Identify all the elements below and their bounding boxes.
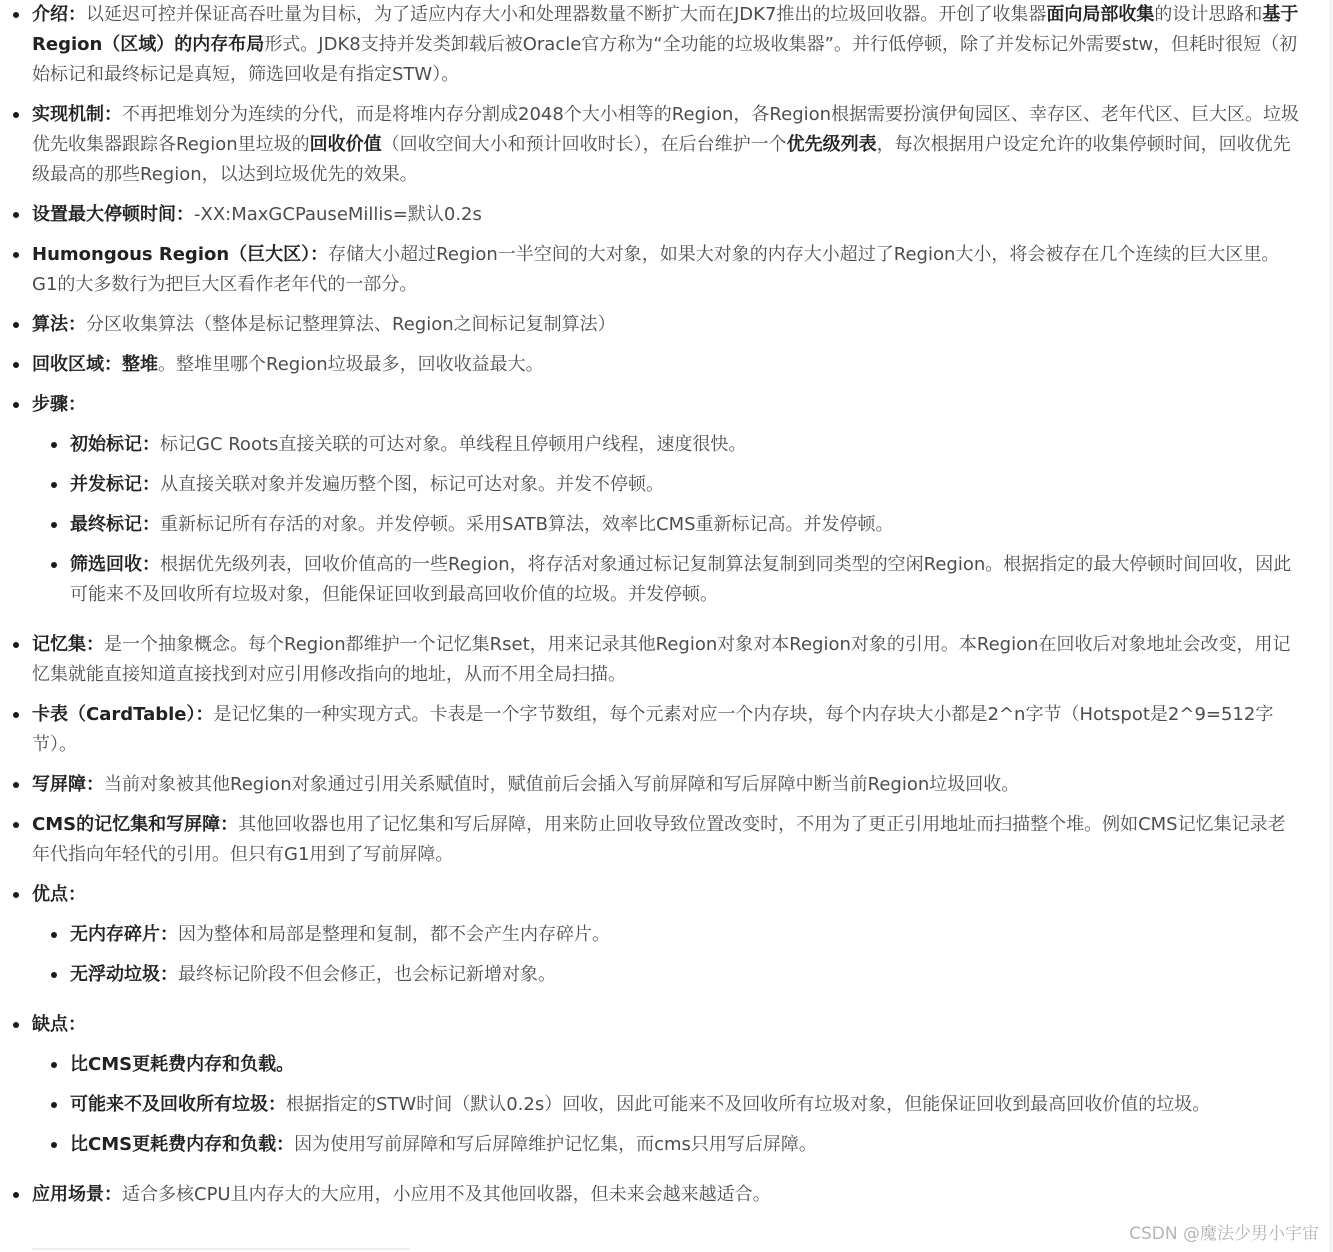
list-item-write-barrier: [0, 770, 1300, 800]
item-text: （回收空间大小和预计回收时长），在后台维护一个: [381, 134, 787, 155]
item-text: 以延迟可控并保证高吞吐量为目标，为了适应内存大小和处理器数量不断扩大而在JDK7推出的垃圾回收器。开创了收集器: [86, 4, 1047, 25]
item-label: 回收区域：: [32, 354, 122, 375]
list-item-remembered-set: [0, 630, 1300, 690]
sublist-item: [32, 1050, 1300, 1080]
sub-label: 比CMS更耗费内存和负载。: [70, 1054, 295, 1075]
item-text: 是一个抽象概念。每个Region都维护一个记忆集Rset，用来记录其他Region对象对本Region对象的引用。本Region在回收后对象地址会改变，用记忆集就能直接知道直接找到对应引用修改指向的地址，从而不用全局扫描。: [32, 634, 1291, 685]
list-item-pros: [0, 880, 1300, 990]
item-text: 不再把堆划分为连续的分代，而是将堆内存分割成2048个大小相等的Region，各Region根据需要扮演伊甸园区、幸存区、老年代区、巨大区。垃圾优先收集器跟踪各Region里垃圾的: [32, 104, 1300, 155]
sub-text: 重新标记所有存活的对象。并发停顿。采用SATB算法，效率比CMS重新标记高。并发停顿。: [160, 514, 894, 535]
item-label: 优点：: [32, 884, 86, 905]
item-bold: 整堆: [122, 354, 158, 375]
item-label: 卡表（CardTable）：: [32, 704, 214, 725]
watermark: CSDN @魔法少男小宇宙: [1129, 1224, 1319, 1244]
cons-sublist: [32, 1050, 1300, 1160]
sub-text: 因为整体和局部是整理和复制，都不会产生内存碎片。: [178, 924, 610, 945]
page-edge: [1329, 0, 1333, 1252]
item-label: 介绍：: [32, 4, 86, 25]
item-text: 适合多核CPU且内存大的大应用，小应用不及其他回收器，但未来会越来越适合。: [122, 1184, 771, 1205]
list-item-algorithm: [0, 310, 1300, 340]
list-item-steps: [0, 390, 1300, 610]
item-text: 当前对象被其他Region对象通过引用关系赋值时，赋值前后会插入写前屏障和写后屏障中断当前Region垃圾回收。: [104, 774, 1020, 795]
item-label: CMS的记忆集和写屏障：: [32, 814, 239, 835]
item-label: 缺点：: [32, 1014, 86, 1035]
sub-label: 可能来不及回收所有垃圾：: [70, 1094, 286, 1115]
pros-sublist: [32, 920, 1300, 990]
item-bold: 基于Region（区域）的内存布局: [32, 4, 1299, 55]
sublist-item: [32, 470, 1300, 500]
item-label: 算法：: [32, 314, 86, 335]
list-item-use-case: [0, 1180, 1300, 1210]
sub-text: 因为使用写前屏障和写后屏障维护记忆集，而cms只用写后屏障。: [294, 1134, 817, 1155]
list-item-card-table: [0, 700, 1300, 760]
item-text: 形式。JDK8支持并发类卸载后被Oracle官方称为“全功能的垃圾收集器”。并行低停顿，除了并发标记外需要stw，但耗时很短（初始标记和最终标记是真短，筛选回收是有指定STW）。: [32, 34, 1298, 85]
sub-label: 并发标记：: [70, 474, 160, 495]
list-item-region: [0, 350, 1300, 380]
item-text: 是记忆集的一种实现方式。卡表是一个字节数组，每个元素对应一个内存块，每个内存块大小都是2^n字节（Hotspot是2^9=512字节）。: [32, 704, 1274, 755]
item-label: 应用场景：: [32, 1184, 122, 1205]
item-label: 写屏障：: [32, 774, 104, 795]
list-item-max-pause: [0, 200, 1300, 230]
sub-text: 标记GC Roots直接关联的可达对象。单线程且停顿用户线程，速度很快。: [160, 434, 747, 455]
list-item-cons: [0, 1010, 1300, 1160]
item-label: 步骤：: [32, 394, 86, 415]
item-text: 存储大小超过Region一半空间的大对象，如果大对象的内存大小超过了Region大小，将会被存在几个连续的巨大区里。G1的大多数行为把巨大区看作老年代的一部分。: [32, 244, 1280, 295]
sublist-item: [32, 1130, 1300, 1160]
sub-text: 根据指定的STW时间（默认0.2s）回收，因此可能来不及回收所有垃圾对象，但能保证回收到最高回收价值的垃圾。: [286, 1094, 1211, 1115]
sub-text: 最终标记阶段不但会修正，也会标记新增对象。: [178, 964, 556, 985]
item-text: -XX:MaxGCPauseMillis=默认0.2s: [194, 204, 482, 225]
item-label: 记忆集：: [32, 634, 104, 655]
item-label: 设置最大停顿时间：: [32, 204, 194, 225]
list-item-mechanism: [0, 100, 1300, 190]
sublist-item: [32, 960, 1300, 990]
item-text: 分区收集算法（整体是标记整理算法、Region之间标记复制算法）: [86, 314, 616, 335]
item-text: ，每次根据用户设定允许的收集停顿时间，回收优先级最高的那些Region，以达到垃圾优先的效果。: [32, 134, 1291, 185]
item-text: 其他回收器也用了记忆集和写后屏障，用来防止回收导致位置改变时，不用为了更正引用地址而扫描整个堆。例如CMS记忆集记录老年代指向年轻代的引用。但只有G1用到了写前屏障。: [32, 814, 1286, 865]
sublist-item: [32, 1090, 1300, 1120]
sublist-item: [32, 430, 1300, 460]
steps-sublist: [32, 430, 1300, 610]
sub-label: 无内存碎片：: [70, 924, 178, 945]
item-label: Humongous Region（巨大区）：: [32, 244, 329, 265]
sub-label: 筛选回收：: [70, 554, 160, 575]
item-text: 的设计思路和: [1154, 4, 1263, 25]
sub-label: 初始标记：: [70, 434, 160, 455]
sublist-item: [32, 510, 1300, 540]
list-item-intro: [0, 0, 1300, 90]
sub-text: 根据优先级列表，回收价值高的一些Region，将存活对象通过标记复制算法复制到同类型的空闲Region。根据指定的最大停顿时间回收，因此可能来不及回收所有垃圾对象，但能保证回收到最高回收价值的垃圾。并发停顿。: [70, 554, 1292, 605]
item-bold: 面向局部收集: [1046, 4, 1155, 25]
item-bold: 优先级列表: [786, 134, 877, 155]
divider: [32, 1248, 410, 1250]
item-text: 。整堆里哪个Region垃圾最多，回收收益最大。: [158, 354, 544, 375]
sublist-item: [32, 550, 1300, 610]
list-item-cms-barrier: [0, 810, 1300, 870]
list-item-humongous: [0, 240, 1300, 300]
item-label: 实现机制：: [32, 104, 122, 125]
sub-label: 比CMS更耗费内存和负载：: [70, 1134, 295, 1155]
sublist-item: [32, 920, 1300, 950]
sub-text: 从直接关联对象并发遍历整个图，标记可达对象。并发不停顿。: [160, 474, 664, 495]
item-bold: 回收价值: [309, 134, 382, 155]
sub-label: 无浮动垃圾：: [70, 964, 178, 985]
sub-label: 最终标记：: [70, 514, 160, 535]
